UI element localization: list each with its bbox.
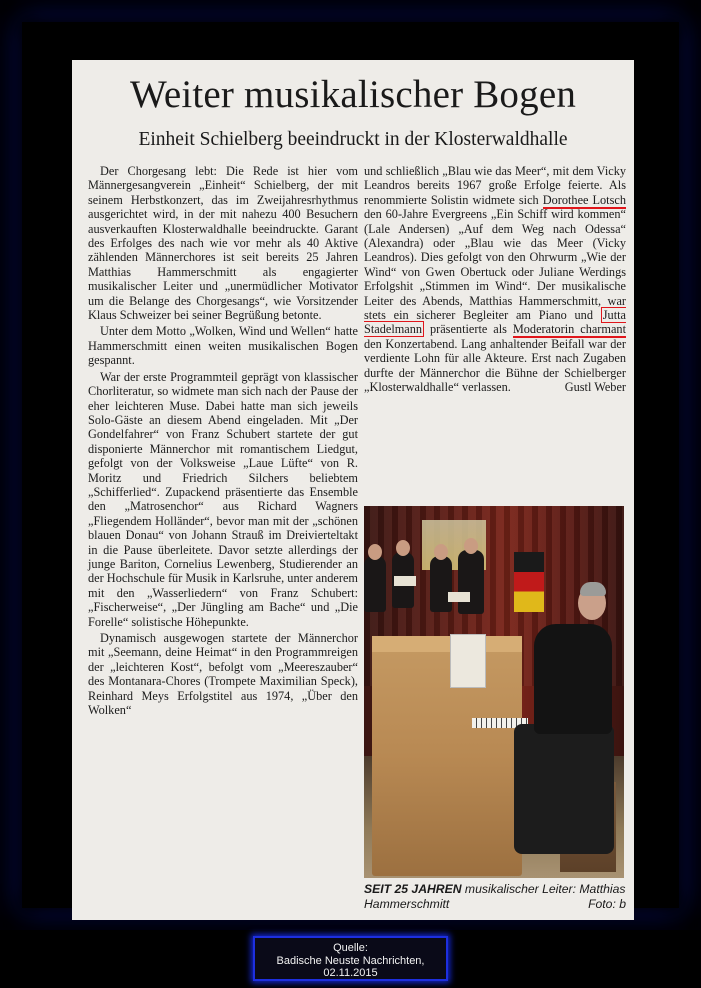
sheet-music <box>448 592 470 602</box>
highlighted-moderatorin: Moderatorin charmant <box>512 322 626 337</box>
source-publication: Badische Neuste Nachrichten, <box>276 954 425 967</box>
text-run: präsentierte als <box>429 322 507 337</box>
article-column-right <box>364 164 626 395</box>
pianist-hair <box>580 582 606 596</box>
singer-head <box>368 544 382 560</box>
text-run: den Konzertabend. Lang anhaltender Beifall war der verdiente Lohn für alle Akteure. Erst nach Zugaben durfte der Männerchor die Bühne der Schielberger „Klosterwaldhalle“ verlassen. <box>364 336 626 395</box>
paragraph <box>364 164 626 395</box>
photo-credit: Foto: b <box>588 897 626 911</box>
music-stand-sheet <box>450 634 486 688</box>
subheadline: Einheit Schielberg beeindruckt in der Klosterwaldhalle <box>138 129 568 150</box>
choir-singer <box>458 550 484 614</box>
german-flag <box>514 552 544 612</box>
singer-head <box>396 540 410 556</box>
upright-piano <box>372 636 522 876</box>
sheet-music <box>394 576 416 586</box>
text-run: den 60-Jahre Evergreens „Ein Schiff wird kommen“ (Lale Andersen) „Auf dem Weg nach Odessa“ (Alexandra) oder „Blau wie das Meer (Vicky Leandros). Dies gefolgt von den Ohrwurm „Wie der Wind“ von Gwen Obertuck oder Juliane Werdings Erfolgshit „Stimmen im Wind“. Der musikalische Leiter des Abends, Matthias Hammerschmitt, war stets ein sicherer Begleiter am Piano und <box>364 207 626 323</box>
pianist <box>534 624 612 734</box>
choir-singer <box>430 556 452 612</box>
article-column-left <box>88 164 358 717</box>
concert-photo <box>364 506 624 878</box>
text-run: und schließlich „Blau wie das Meer“, mit dem Vicky Leandros bereits 1967 große Erfolge feierte. Als renommierte Solistin widmete sich <box>364 164 626 207</box>
highlighted-name-jutta-stadelmann: Jutta Stadelmann <box>364 308 626 337</box>
paragraph: Unter dem Motto „Wolken, Wind und Wellen“ hatte Hammerschmitt einen weiten musikalischen Bogen gespannt. <box>88 324 358 368</box>
highlighted-name-dorothee-lotsch: Dorothee Lotsch <box>542 192 626 207</box>
caption-heading: SEIT 25 JAHREN <box>364 882 462 896</box>
newspaper-clipping <box>72 60 634 920</box>
singer-head <box>464 538 478 554</box>
headline: Weiter musikalischer Bogen <box>129 73 577 116</box>
photo-caption <box>364 882 626 912</box>
choir-singer <box>364 556 386 612</box>
pianist-legs <box>514 724 614 854</box>
source-heading: Quelle: <box>333 942 368 954</box>
paragraph: Der Chorgesang lebt: Die Rede ist hier vom Männergesangverein „Einheit“ Schielberg, der mit seinem Herbstkonzert, das im Zweijahresrhythmus ausgerichtet wird, in der mit nahezu 400 Besuchern ausverkauften Klosterwaldhalle beeindruckte. Garant des Erfolges des nach wie vor mehr als 40 Aktive zählenden Männerchores ist seit bereits 25 Jahren Matthias Hammerschmitt als engagierter musikalischer Leiter und „unermüdlicher Motivator um die Belange des Chorgesangs“, wie Vorsitzender Klaus Schweizer bei seiner Begrüßung betonte. <box>88 164 358 323</box>
singer-head <box>434 544 448 560</box>
paragraph: Dynamisch ausgewogen startete der Männerchor mit „Seemann, deine Heimat“ in den Programmreigen der „leichteren Kost“, befolgt vom „Meereszauber“ des Montanara-Chores (Trompete Maximilian Speck), Reinhard Meys Erfolgstitel aus 1974, „Über den Wolken“ <box>88 631 358 718</box>
byline: Gustl Weber <box>564 380 626 395</box>
caption-text: musikalischer Leiter: Matthias Hammerschmitt <box>364 882 626 911</box>
paragraph: War der erste Programmteil geprägt von klassischer Chorliteratur, so widmete man sich nach der Pause der eher leichteren Muse. Dabei hatte man sich jeweils Solo-Gäste an diesem Abend eingeladen. Mit „Der Gondelfahrer“ von Franz Schubert startete der gut disponierte Männerchor mit romantischem Liedgut, gefolgt von der Volksweise „Laue Lüfte“ von R. Moritz und Friedrich Silchers beliebtem „Schifferlied“. Zupackend präsentierte das Ensemble den „Matrosenchor“ aus Richard Wagners „Fliegendem Holländer“, bevor man mit der „schönen blauen Donau“ von Johann Strauß im Dreivierteltakt in die Pause überleitete. Davor setzte allerdings der junge Bariton, Cornelius Lewenberg, Studierender an der Hochschule für Musik in Karlsruhe, unter anderem mit den „Wasserliedern“ von Franz Schubert: „Fischerweise“, „Der Jüngling am Bache“ und „Die Forelle“ solistische Höhepunkte. <box>88 369 358 629</box>
piano-lid <box>372 636 522 652</box>
source-date: 02.11.2015 <box>323 967 378 979</box>
source-label <box>253 936 448 981</box>
